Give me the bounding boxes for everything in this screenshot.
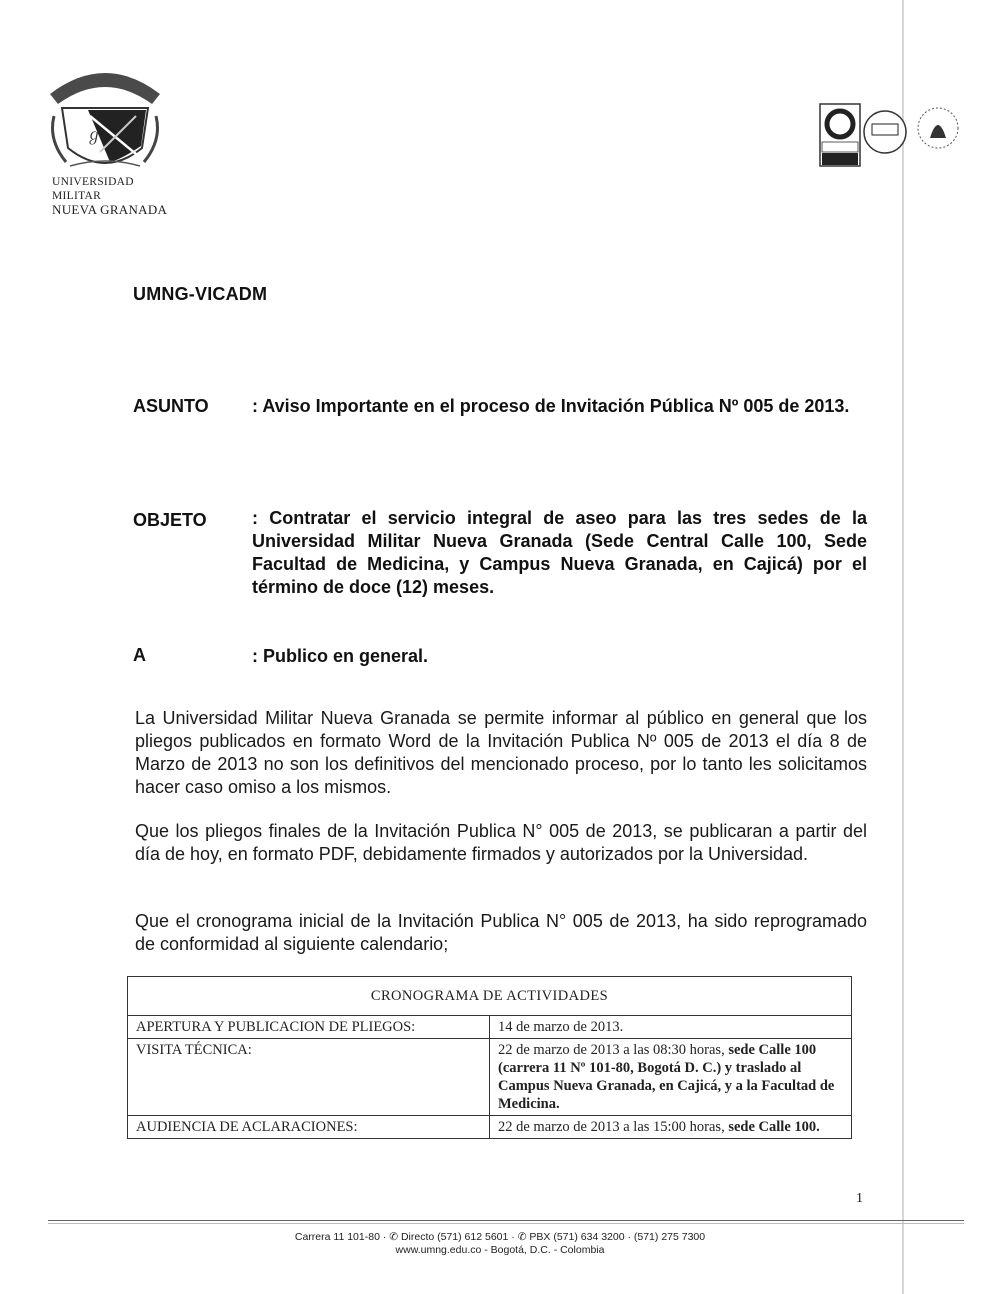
detail-bold-text: sede Calle 100 (carrera 11 Nº 101-80, Bogotá D. C.) y traslado al Campus Nueva Granada, en Cajicá, y a la Facultad de Medicina. (498, 1042, 835, 1112)
table-row (128, 1039, 852, 1116)
schedule-table (127, 976, 852, 1139)
asunto-label: ASUNTO (133, 396, 209, 416)
detail-cell (490, 1016, 852, 1039)
footer-divider (48, 1223, 964, 1224)
detail-bold-text: sede Calle 100. (728, 1119, 820, 1135)
body-paragraph: La Universidad Militar Nueva Granada se permite informar al público en general que los pliegos publicados en formato Word de la Invitación Publica Nº 005 de 2013 el día 8 de Marzo de 2013 no son los definitivos del mencionado proceso, por lo tanto les solicitamos hacer caso omiso a los mismos. (135, 708, 867, 797)
activity-cell: VISITA TÉCNICA: (128, 1039, 490, 1116)
schedule-title: CRONOGRAMA DE ACTIVIDADES (128, 977, 852, 1016)
table-row (128, 1016, 852, 1039)
footer-contact (200, 1231, 800, 1257)
scan-edge-line (902, 0, 904, 1294)
detail-text: 22 de marzo de 2013 a las 08:30 horas, (498, 1042, 729, 1058)
detail-cell (490, 1116, 852, 1139)
objeto-value: : Contratar el servicio integral de aseo para las tres sedes de la Universidad Militar Nueva Granada (Sede Central Calle 100, Sede Facultad de Medicina, y Campus Nueva Granada, en Cajicá) por el término de doce (12) meses. (252, 508, 867, 597)
recipient-label: A (133, 645, 146, 665)
reference-code: UMNG-VICADM (133, 284, 268, 304)
university-name-line2: NUEVA GRANADA (52, 202, 168, 217)
table-row (128, 1116, 852, 1139)
page-number: 1 (856, 1191, 863, 1206)
body-paragraph: Que el cronograma inicial de la Invitación Publica N° 005 de 2013, ha sido reprogramado de conformidad al siguiente calendario; (135, 911, 867, 954)
recipient-value: : Publico en general. (252, 646, 429, 666)
objeto-label: OBJETO (133, 510, 207, 530)
asunto-value: : Aviso Importante en el proceso de Invitación Pública Nº 005 de 2013. (252, 396, 850, 416)
activity-cell: APERTURA Y PUBLICACION DE PLIEGOS: (128, 1016, 490, 1039)
footer-divider (48, 1220, 964, 1221)
detail-cell (490, 1039, 852, 1116)
svg-text:ℊ: ℊ (86, 127, 103, 144)
table-header-row (128, 977, 852, 1016)
university-name-line1: UNIVERSIDAD MILITAR (52, 176, 134, 202)
detail-text: 14 de marzo de 2013. (498, 1019, 624, 1035)
footer-website: www.umng.edu.co - Bogotá, D.C. - Colombia (395, 1244, 605, 1256)
certification-seals (814, 98, 964, 178)
footer-address: Carrera 11 101-80 · ✆ Directo (571) 612 5601 · ✆ PBX (571) 634 3200 · (571) 275 7300 (294, 1231, 706, 1243)
activity-cell: AUDIENCIA DE ACLARACIONES: (128, 1116, 490, 1139)
detail-text: 22 de marzo de 2013 a las 15:00 horas, (498, 1119, 729, 1135)
university-name (52, 175, 172, 217)
body-paragraph: Que los pliegos finales de la Invitación Publica N° 005 de 2013, se publicaran a partir del día de hoy, en formato PDF, debidamente firmados y autorizados por la Universidad. (135, 821, 867, 864)
